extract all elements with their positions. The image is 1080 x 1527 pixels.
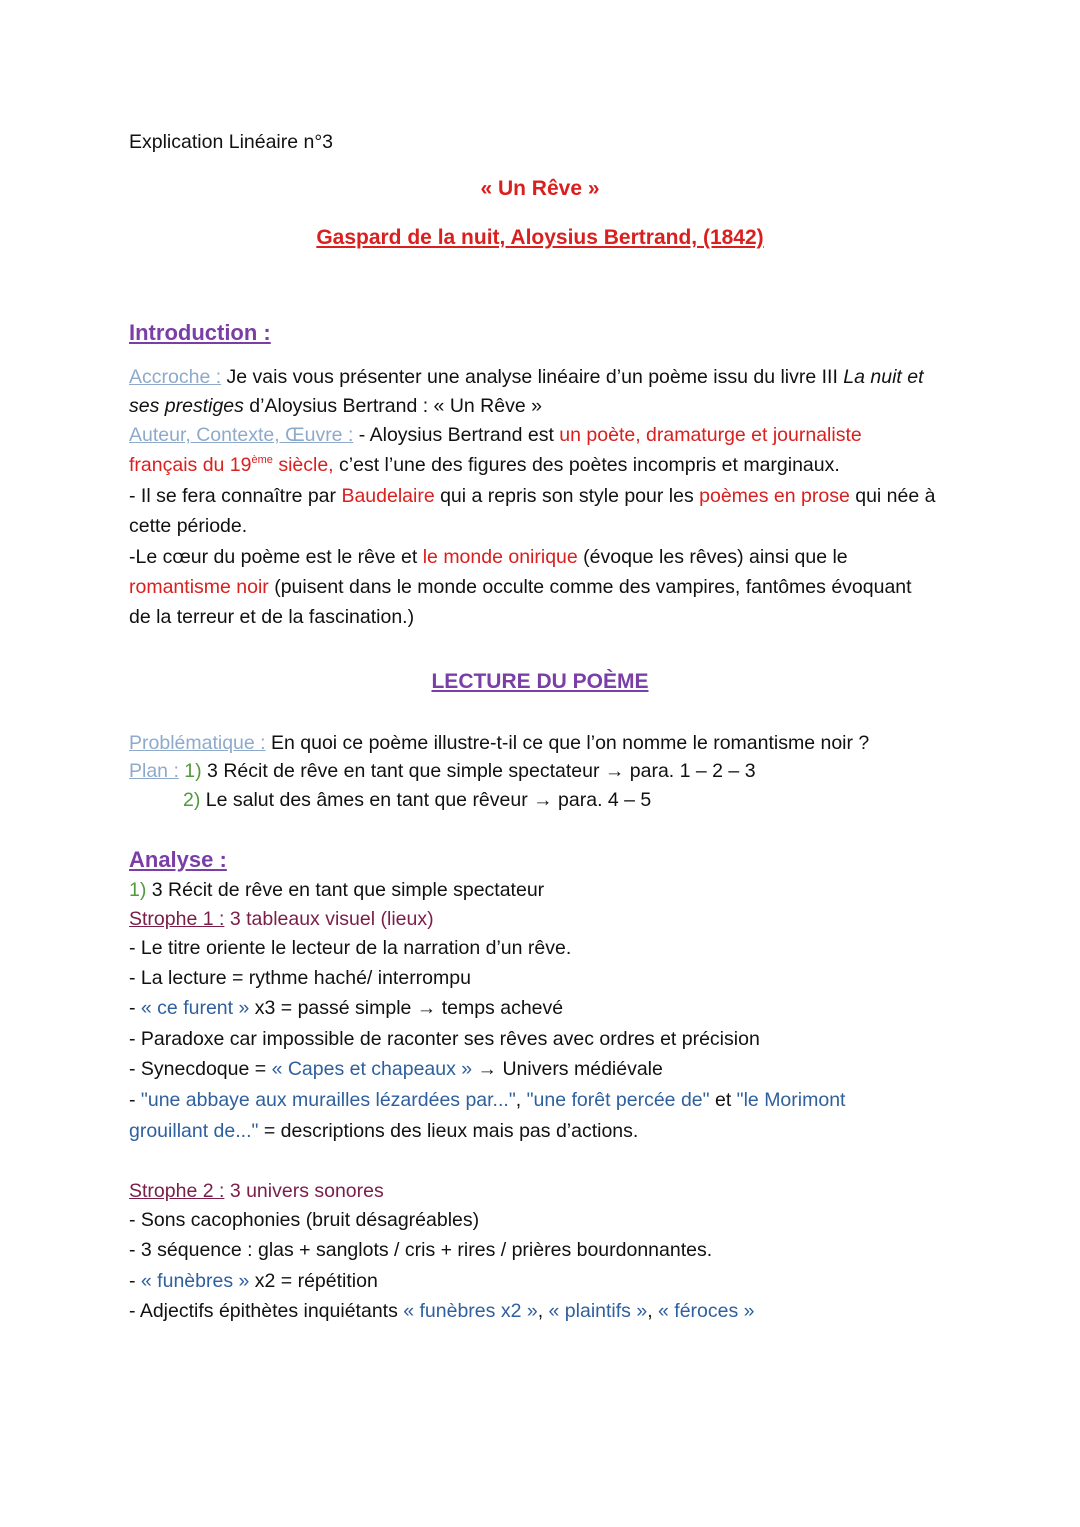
strophe1-text: 3 tableaux visuel (lieux) [224,908,434,930]
coeur-line [129,548,848,568]
accroche-label: Accroche : [129,366,222,388]
problematique-text: En quoi ce poème illustre-t-il ce que l’on nomme le romantisme noir ? [265,732,870,754]
strophe2-item-1: - Sons cacophonies (bruit désagréables) [129,1209,480,1231]
strophe1-item-5 [129,1060,663,1080]
baudelaire-line [129,487,935,507]
poem-subtitle: Gaspard de la nuit, Aloysius Bertrand, (1842) [316,226,764,249]
s1-l7-text: = descriptions des lieux mais pas d’actions. [258,1120,639,1142]
s1-l6-sep-2: et [709,1089,737,1111]
auteur-superscript: ème [251,454,273,466]
s1-l6-dash: - [129,1089,141,1111]
auteur-text: - Aloysius Bertrand est [353,424,560,446]
s1-l3-quote: « ce furent » [140,997,250,1019]
p2-text-b: qui a repris son style pour les [434,485,700,507]
s2-l4-quote-1: « funèbres x2 » [403,1300,538,1322]
strophe1-item-3 [129,999,563,1019]
p3-text-b: (évoque les rêves) ainsi que le [577,546,848,568]
s2-l4-sep-1: , [537,1300,549,1322]
strophe1-heading [129,910,434,930]
auteur-label: Auteur, Contexte, Œuvre : [129,424,354,446]
s1-l6-quote-2: "une forêt percée de" [526,1089,710,1111]
s1-l7-quote: grouillant de..." [129,1120,259,1142]
strophe1-item-4: - Paradoxe car impossible de raconter ses rêves avec ordres et précision [129,1028,760,1050]
auteur-highlight-3: siècle, [272,454,334,476]
analyse-part-1 [129,881,544,901]
strophe2-heading [129,1182,384,1202]
p3-highlight-onirique: le monde onirique [422,546,578,568]
s1-l6-quote-3: "le Morimont [736,1089,846,1111]
p2-highlight-baudelaire: Baudelaire [341,485,435,507]
s1-l5-text-a: - Synecdoque = [129,1058,272,1080]
strophe1-item-1: - Le titre oriente le lecteur de la narration d’un rêve. [129,937,572,959]
auteur-line-2 [129,456,840,476]
strophe2-item-3 [129,1272,378,1292]
p2-highlight-prose: poèmes en prose [699,485,850,507]
strophe2-text: 3 univers sonores [224,1180,384,1202]
accroche-book-title-2: ses prestiges [129,395,244,417]
accroche-line-2 [129,397,542,417]
auteur-line [129,426,862,446]
s1-l3-text: x3 = passé simple → temps achevé [249,997,564,1019]
s1-l5-quote: « Capes et chapeaux » [271,1058,473,1080]
plan-label: Plan : [129,760,179,782]
accroche-text-2: d’Aloysius Bertrand : « Un Rêve » [243,395,542,417]
doc-label: Explication Linéaire n°3 [129,131,334,153]
strophe1-item-6 [129,1091,845,1111]
analyse-heading: Analyse : [129,847,227,872]
s1-l3-dash: - [129,997,141,1019]
strophe2-label: Strophe 2 : [129,1180,225,1202]
s2-l4-quote-2: « plaintifs » [548,1300,648,1322]
s2-l3-quote: « funèbres » [140,1270,250,1292]
plan-num-2: 2) [183,789,201,811]
p3-text-c: (puisent dans le monde occulte comme des vampires, fantômes évoquant [268,576,912,598]
p2-text-c: qui née à [849,485,936,507]
plan-text-1: 3 Récit de rêve en tant que simple spectateur → para. 1 – 2 – 3 [201,760,756,782]
s1-l6-sep-1: , [515,1089,527,1111]
strophe2-item-2: - 3 séquence : glas + sanglots / cris + rires / prières bourdonnantes. [129,1239,713,1261]
s2-l3-dash: - [129,1270,141,1292]
strophe1-item-6-cont [129,1122,638,1142]
problematique-label: Problématique : [129,732,266,754]
strophe2-item-4 [129,1302,755,1322]
s1-l6-quote-1: "une abbaye aux murailles lézardées par..." [140,1089,516,1111]
plan-text-2: Le salut des âmes en tant que rêveur → para. 4 – 5 [200,789,652,811]
p2-text-a: - Il se fera connaître par [129,485,342,507]
problematique-line [129,734,869,754]
s2-l4-text: - Adjectifs épithètes inquiétants [129,1300,404,1322]
analyse-part-text: 3 Récit de rêve en tant que simple spectateur [146,879,545,901]
accroche-line [129,368,924,388]
coeur-line-2 [129,578,912,598]
strophe1-item-2: - La lecture = rythme haché/ interrompu [129,967,471,989]
poem-title: « Un Rêve » [480,177,600,200]
plan-num-1: 1) [178,760,202,782]
s2-l4-quote-3: « féroces » [658,1300,755,1322]
p3-text-a: -Le cœur du poème est le rêve et [129,546,423,568]
lecture-heading: LECTURE DU POÈME [431,670,649,693]
strophe1-label: Strophe 1 : [129,908,225,930]
s2-l4-sep-2: , [647,1300,659,1322]
analyse-part-num: 1) [129,879,147,901]
accroche-text: Je vais vous présenter une analyse linéaire d’un poème issu du livre III [221,366,844,388]
plan-line-2 [183,791,651,811]
coeur-line-3: de la terreur et de la fascination.) [129,606,415,628]
introduction-heading: Introduction : [129,320,271,345]
p3-highlight-romantisme: romantisme noir [129,576,269,598]
auteur-highlight-1: un poète, dramaturge et journaliste [559,424,862,446]
plan-line-1 [129,762,756,782]
baudelaire-line-2: cette période. [129,515,248,537]
auteur-highlight-2: français du 19 [129,454,252,476]
accroche-book-title: La nuit et [843,366,924,388]
auteur-text-2: c’est l’une des figures des poètes incompris et marginaux. [333,454,840,476]
s2-l3-text: x2 = répétition [249,1270,378,1292]
s1-l5-text-b: → Univers médiévale [472,1058,663,1080]
